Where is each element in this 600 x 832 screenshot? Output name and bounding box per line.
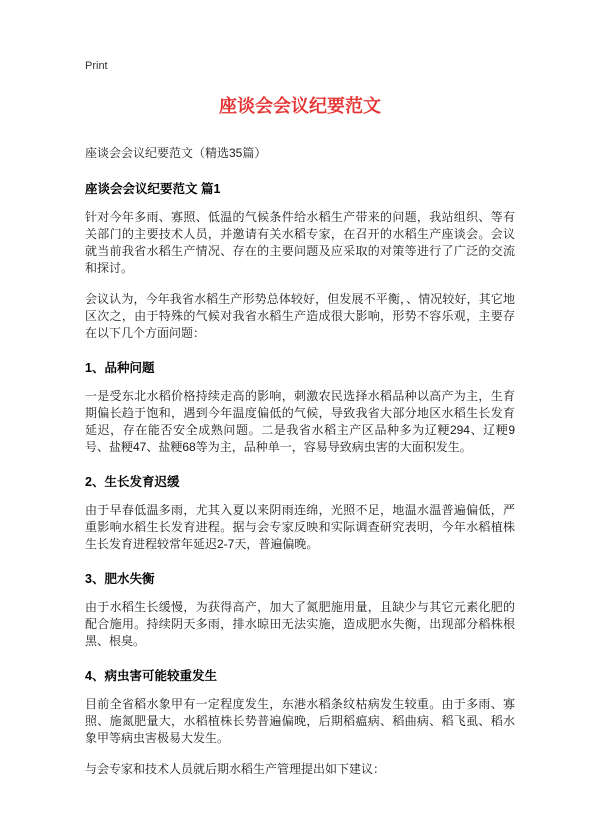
section-heading-part1: 座谈会会议纪要范文 篇1: [85, 182, 221, 196]
paragraph-suggestions-lead: 与会专家和技术人员就后期水稻生产管理提出如下建议：: [85, 762, 386, 776]
document-subtitle: 座谈会会议纪要范文（精选35篇）: [85, 146, 267, 160]
section-heading-issue-3: 3、肥水失衡: [85, 572, 155, 586]
paragraph-issue-3: 由于水稻生长缓慢，为获得高产，加大了氮肥施用量，且缺少与其它元素化肥的配合施用。持续阴天多雨，排水晾田无法实施，造成肥水失衡，出现部分稻株根黑、根臭。: [85, 600, 515, 648]
section-heading-issue-4: 4、病虫害可能较重发生: [85, 669, 217, 683]
paragraph-issue-2: 由于早春低温多雨，尤其入夏以来阴雨连绵，光照不足，地温水温普遍偏低，严重影响水稻生长发育进程。据与会专家反映和实际调查研究表明，今年水稻植株生长发育进程较常年延迟2-7天，普遍偏晚。: [85, 503, 515, 551]
print-button[interactable]: Print: [85, 60, 108, 72]
paragraph-issue-4: 目前全省稻水象甲有一定程度发生，东港水稻条纹枯病发生较重。由于多雨、寡照、施氮肥量大，水稻植株长势普遍偏晚，后期稻瘟病、稻曲病、稻飞虱、稻水象甲等病虫害极易大发生。: [85, 697, 515, 745]
paragraph-meeting-opinion: 会议认为，今年我省水稻生产形势总体较好，但发展不平衡，、情况较好，其它地区次之，由于特殊的气候对我省水稻生产造成很大影响，形势不容乐观，主要存在以下几个方面问题：: [85, 292, 515, 340]
section-heading-issue-1: 1、品种问题: [85, 361, 155, 375]
section-heading-issue-2: 2、生长发育迟缓: [85, 475, 180, 489]
paragraph-issue-1: 一是受东北水稻价格持续走高的影响，刺激农民选择水稻品种以高产为主，生育期偏长趋于饱和，遇到今年温度偏低的气候，导致我省大部分地区水稻生长发育延迟，存在能否安全成熟问题。二是我省水稻主产区品种多为辽粳294、辽粳9号、盐粳47、盐粳68等为主，品种单一，容易导致病虫害的大面积发生。: [85, 389, 515, 454]
page-title: 座谈会会议纪要范文: [219, 96, 381, 116]
paragraph-intro: 针对今年多雨、寡照、低温的气候条件给水稻生产带来的问题，我站组织、等有关部门的主要技术人员，并邀请有关水稻专家，在召开的水稻生产座谈会。会议就当前我省水稻生产情况、存在的主要问题及应采取的对策等进行了广泛的交流和探讨。: [85, 210, 515, 275]
